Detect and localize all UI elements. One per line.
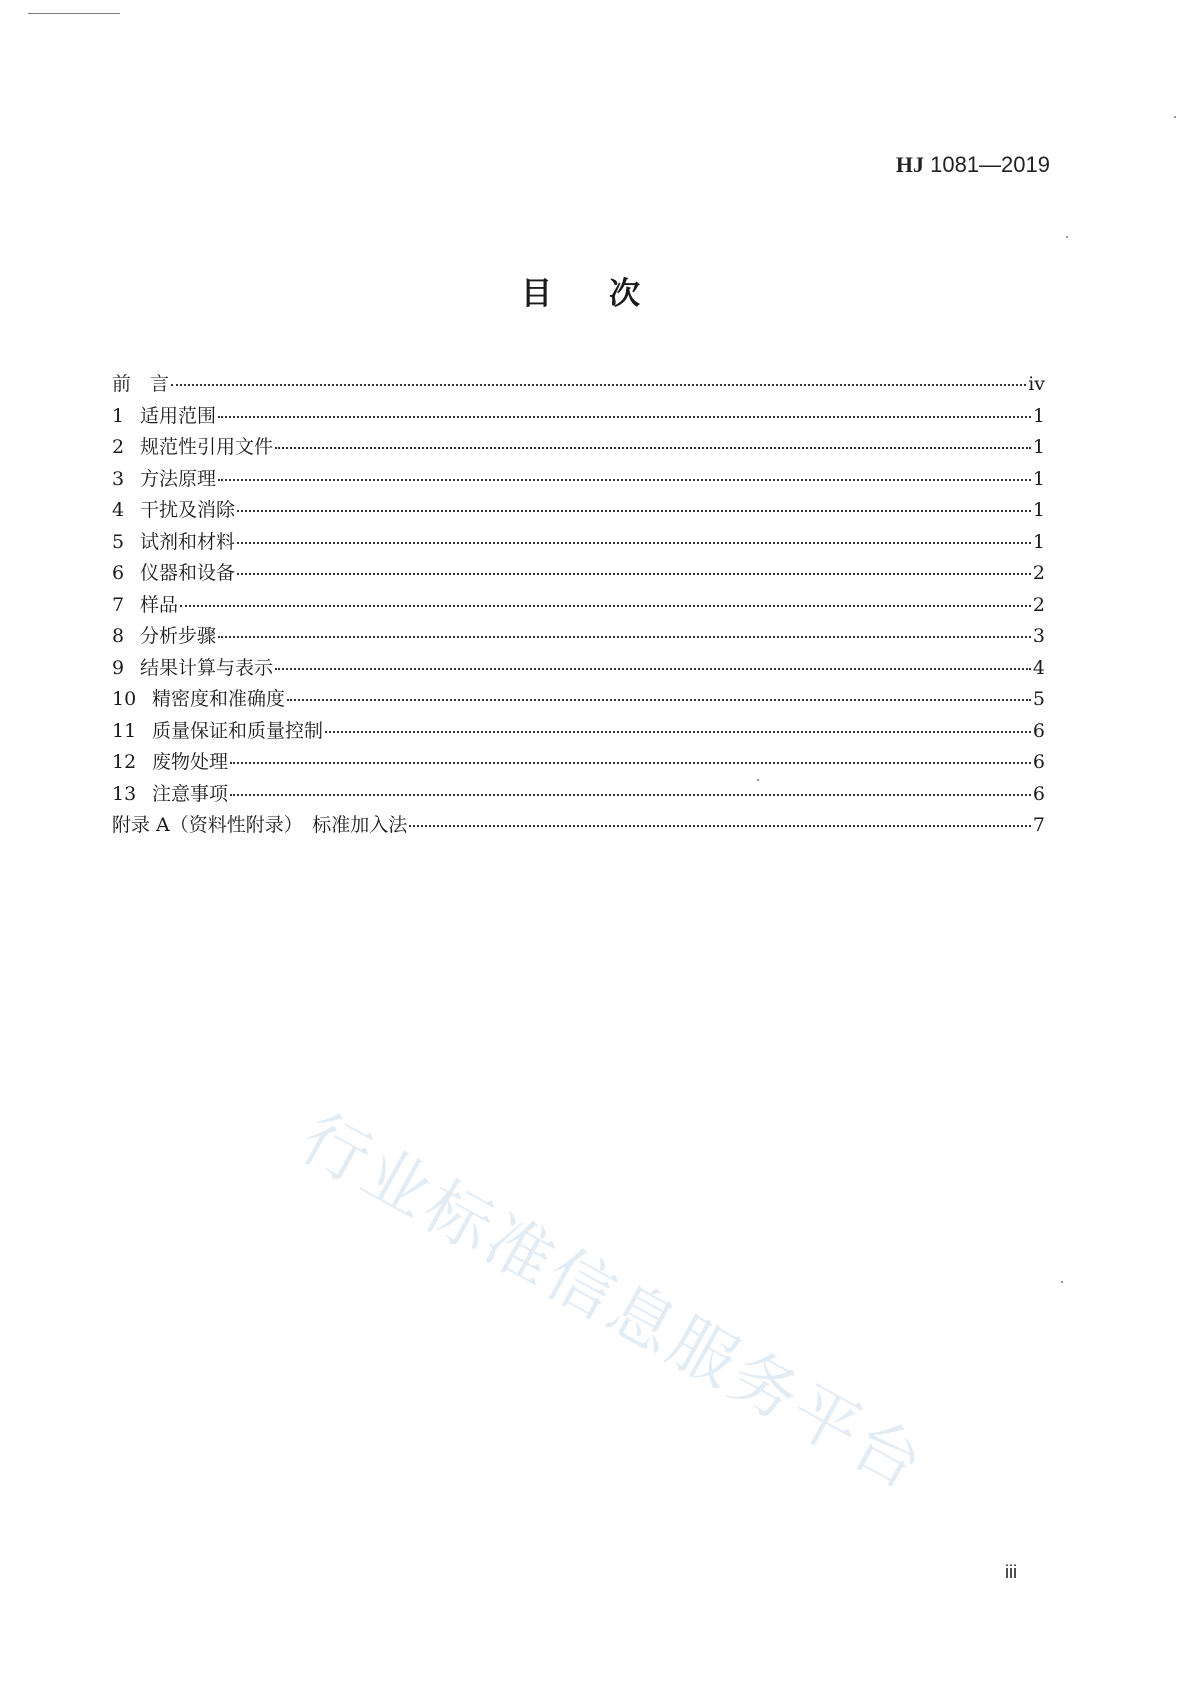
standard-code [880,152,1050,178]
toc-leader [237,542,1031,544]
toc-entry-number: 2 [112,436,125,458]
standard-code-prefix: HJ [895,152,924,177]
toc-entry-number: 5 [112,530,125,553]
toc-entry-page: 1 [1032,530,1045,553]
toc-leader [180,605,1031,607]
scan-speck [1174,116,1176,118]
standard-code-number: 1081—2019 [930,152,1050,177]
toc-entry-page: 4 [1032,656,1045,679]
toc-leader [237,573,1031,575]
toc-leader [218,636,1031,638]
toc-entry-number: 8 [112,625,125,647]
toc-entry-number: 12 [112,751,137,773]
watermark: 行业标准信息服务平台 [288,1099,938,1506]
toc-entry-7[interactable] [112,590,1045,622]
toc-entry-5[interactable] [112,527,1045,559]
toc-entry-number: 6 [112,562,125,584]
toc-list [112,369,1045,842]
toc-entry-label: 仪器和设备 [140,562,236,584]
toc-leader [409,825,1031,827]
toc-entry-number: 7 [112,593,125,616]
toc-entry-page: 2 [1032,593,1045,616]
toc-entry-page: iv [1028,373,1045,395]
toc-entry-label: 分析步骤 [140,625,217,647]
toc-entry-page: 1 [1032,467,1045,490]
toc-entry-page: 6 [1032,782,1045,805]
toc-entry-number: 10 [112,688,137,710]
toc-title-char-2: 次 [609,276,640,312]
toc-entry-appendix-a[interactable] [112,810,1045,842]
toc-entry-8[interactable] [112,621,1045,653]
toc-entry-number: 1 [112,404,125,427]
toc-entry-number: 3 [112,467,125,490]
toc-leader [237,510,1031,512]
toc-entry-label: 附录 A（资料性附录） 标准加入法 [112,814,408,836]
toc-entry-page: 1 [1032,436,1045,458]
toc-leader [171,384,1026,386]
toc-entry-1[interactable] [112,401,1045,433]
toc-entry-page: 3 [1032,625,1045,647]
toc-leader [287,699,1031,701]
page-number: iii [1005,1562,1017,1582]
toc-title [0,268,1190,312]
toc-entry-page: 6 [1032,719,1045,742]
toc-entry-13[interactable] [112,779,1045,811]
toc-title-char-1: 目 [521,276,552,312]
toc-entry-label: 前 言 [112,373,170,395]
toc-entry-page: 1 [1032,499,1045,521]
toc-leader [218,479,1031,481]
scan-speck [757,779,759,781]
toc-leader [275,447,1031,449]
toc-entry-page: 1 [1032,404,1045,427]
toc-entry-label: 方法原理 [140,467,217,490]
toc-leader [325,731,1031,733]
toc-entry-number: 11 [112,719,137,742]
toc-entry-12[interactable] [112,747,1045,779]
toc-entry-page: 7 [1032,814,1045,836]
toc-entry-4[interactable] [112,495,1045,527]
toc-entry-label: 适用范围 [140,404,217,427]
toc-entry-label: 注意事项 [152,782,229,805]
toc-entry-label: 试剂和材料 [140,530,236,553]
toc-leader [218,416,1031,418]
toc-leader [230,794,1031,796]
toc-entry-label: 结果计算与表示 [140,656,274,679]
toc-entry-11[interactable] [112,716,1045,748]
toc-entry-page: 2 [1032,562,1045,584]
toc-entry-9[interactable] [112,653,1045,685]
toc-entry-foreword[interactable] [112,369,1045,401]
toc-entry-page: 5 [1032,688,1045,710]
toc-entry-number: 9 [112,656,125,679]
toc-entry-number: 4 [112,499,125,521]
top-edge-line [28,13,120,14]
toc-entry-label: 干扰及消除 [140,499,236,521]
toc-entry-page: 6 [1032,751,1045,773]
toc-entry-label: 精密度和准确度 [152,688,286,710]
toc-leader [275,668,1031,670]
toc-entry-label: 质量保证和质量控制 [152,719,324,742]
toc-leader [230,762,1031,764]
toc-entry-3[interactable] [112,464,1045,496]
scan-speck [1061,1281,1063,1283]
toc-entry-label: 规范性引用文件 [140,436,274,458]
toc-entry-2[interactable] [112,432,1045,464]
toc-entry-label: 样品 [140,593,179,616]
toc-entry-10[interactable] [112,684,1045,716]
toc-entry-number: 13 [112,782,137,805]
toc-entry-label: 废物处理 [152,751,229,773]
toc-entry-6[interactable] [112,558,1045,590]
scan-speck [1066,236,1068,238]
